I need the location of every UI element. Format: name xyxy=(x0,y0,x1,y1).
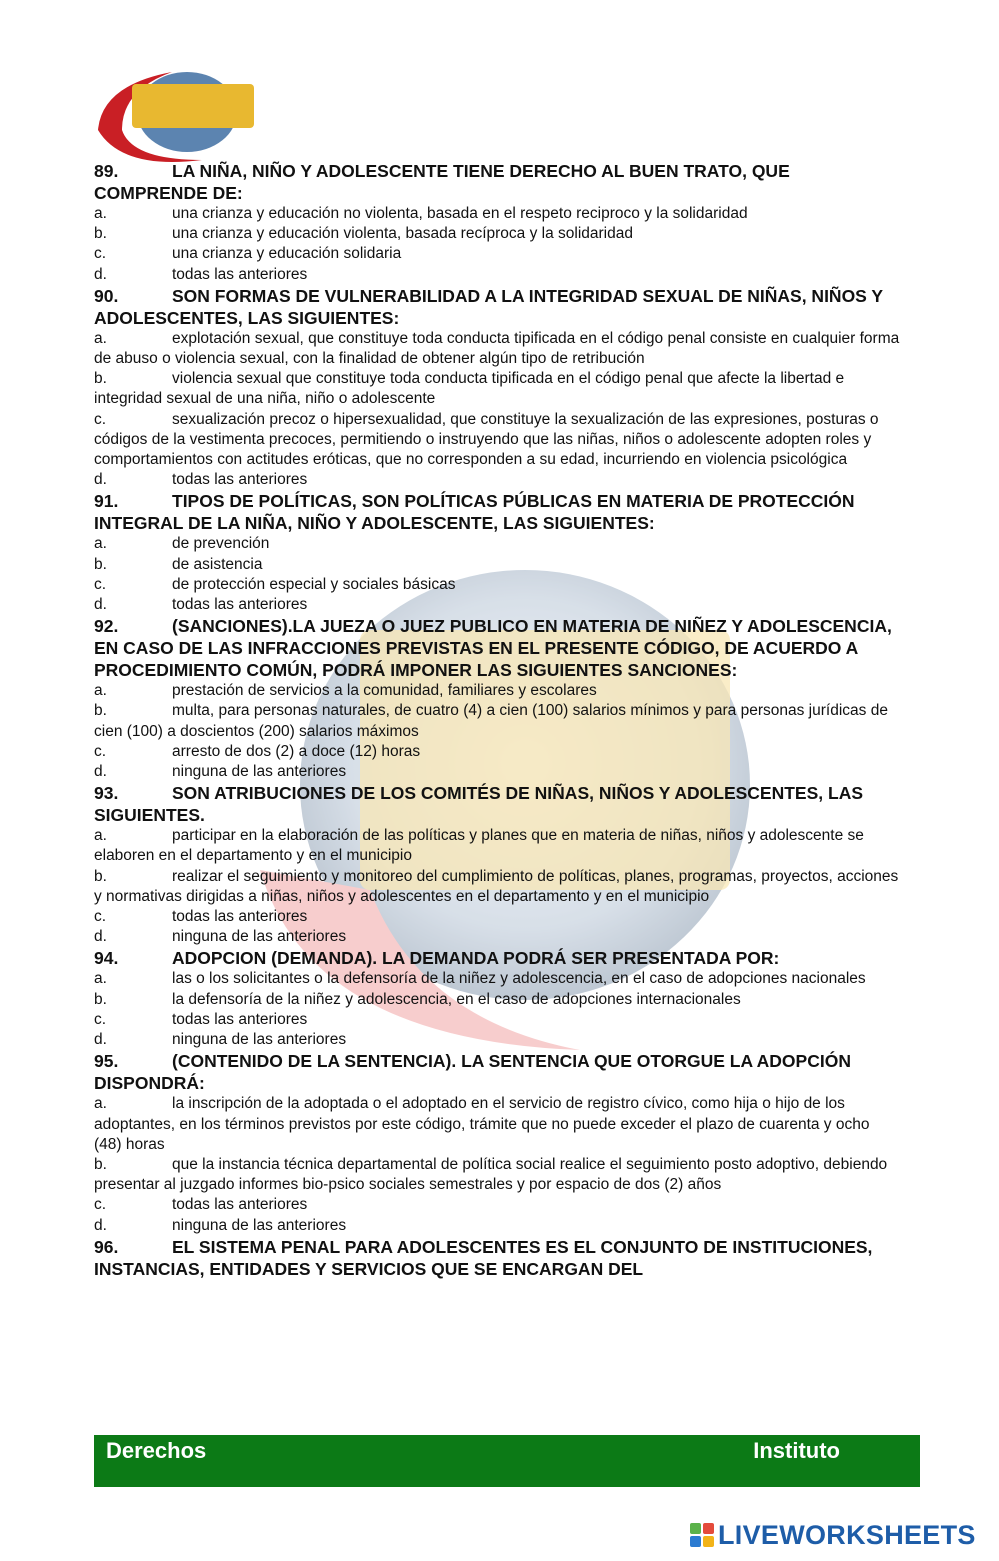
option-a[interactable] xyxy=(94,826,900,866)
option-b[interactable] xyxy=(94,701,900,741)
option-b[interactable] xyxy=(94,224,900,244)
option-text: ninguna de las anteriores xyxy=(172,763,347,781)
option-b[interactable] xyxy=(94,369,900,409)
question-text: TIPOS DE POLÍTICAS, SON POLÍTICAS PÚBLICAS EN MATERIA DE PROTECCIÓN INTEGRAL DE LA NIÑA, NIÑO Y ADOLESCENTE, LAS SIGUIENTES: xyxy=(94,491,855,534)
question-95 xyxy=(94,1050,900,1094)
option-text: prestación de servicios a la comunidad, familiares y escolares xyxy=(172,682,597,700)
option-c[interactable] xyxy=(94,742,900,762)
option-letter: d. xyxy=(94,1031,107,1049)
option-letter: b. xyxy=(94,370,107,388)
option-letter: a. xyxy=(94,535,107,553)
option-letter: c. xyxy=(94,742,107,760)
option-text: de protección especial y sociales básicas xyxy=(172,575,456,593)
question-number: 96. xyxy=(94,1236,119,1257)
option-text: todas las anteriores xyxy=(172,596,308,614)
option-d[interactable] xyxy=(94,1030,900,1050)
option-b[interactable] xyxy=(94,867,900,907)
option-d[interactable] xyxy=(94,1216,900,1236)
option-d[interactable] xyxy=(94,470,900,490)
option-text: la inscripción de la adoptada o el adoptado en el servicio de registro cívico, como hija o hijo de los adoptantes, en los términos previstos por este código, trámite que no puede exceder el plazo de cuarenta y ocho (48) horas xyxy=(94,1095,870,1153)
option-letter: b. xyxy=(94,702,107,720)
question-number: 94. xyxy=(94,948,119,969)
option-text: violencia sexual que constituye toda conducta tipificada en el código penal que afecte la libertad e integridad sexual de una niña, niño o adolescente xyxy=(94,370,845,408)
option-a[interactable] xyxy=(94,969,900,989)
question-93 xyxy=(94,782,900,826)
question-text: SON ATRIBUCIONES DE LOS COMITÉS DE NIÑAS, NIÑOS Y ADOLESCENTES, LAS SIGUIENTES. xyxy=(94,783,864,826)
option-text: ninguna de las anteriores xyxy=(172,928,347,946)
option-a[interactable] xyxy=(94,534,900,554)
question-list xyxy=(94,160,900,1280)
option-letter: d. xyxy=(94,928,107,946)
question-text: SON FORMAS DE VULNERABILIDAD A LA INTEGRIDAD SEXUAL DE NIÑAS, NIÑOS Y ADOLESCENTES, LAS SIGUIENTES: xyxy=(94,285,883,328)
question-text: EL SISTEMA PENAL PARA ADOLESCENTES ES EL CONJUNTO DE INSTITUCIONES, INSTANCIAS, ENTIDADES Y SERVICIOS QUE SE ENCARGAN DEL xyxy=(94,1236,873,1279)
option-c[interactable] xyxy=(94,1195,900,1215)
option-letter: a. xyxy=(94,827,107,845)
option-a[interactable] xyxy=(94,1094,900,1155)
option-text: sexualización precoz o hipersexualidad, que constituye la sexualización de las expresiones, posturas o códigos de la vestimenta precoces, permitiendo o instruyendo que las niñas, niños o adolescente adopten roles y comportamientos con actitudes eróticas, que no corresponden a su edad, incurriendo en violencia psicológica xyxy=(94,410,879,469)
option-text: todas las anteriores xyxy=(172,1010,308,1028)
option-text: de asistencia xyxy=(172,555,263,573)
liveworksheets-icon xyxy=(690,1523,714,1547)
option-text: realizar el seguimiento y monitoreo del cumplimiento de políticas, planes, programas, proyectos, acciones y normativas dirigidas a niñas, niños y adolescentes en el departamento y en el municipio xyxy=(94,867,899,905)
question-text: LA NIÑA, NIÑO Y ADOLESCENTE TIENE DERECHO AL BUEN TRATO, QUE COMPRENDE DE: xyxy=(94,161,790,203)
option-c[interactable] xyxy=(94,1010,900,1030)
liveworksheets-brand[interactable] xyxy=(690,1520,976,1550)
option-b[interactable] xyxy=(94,990,900,1010)
option-letter: a. xyxy=(94,1095,107,1113)
option-c[interactable] xyxy=(94,410,900,471)
option-text: multa, para personas naturales, de cuatro (4) a cien (100) salarios mínimos y para personas jurídicas de cien (100) a doscientos (200) salarios máximos xyxy=(94,702,888,740)
option-d[interactable] xyxy=(94,265,900,285)
option-b[interactable] xyxy=(94,1155,900,1195)
footer-left-text: Derechos xyxy=(106,1438,207,1463)
footer-right-text: Instituto xyxy=(753,1438,840,1463)
option-letter: a. xyxy=(94,329,107,347)
option-letter: c. xyxy=(94,908,107,926)
nibble-logo xyxy=(92,60,272,164)
option-text: todas las anteriores xyxy=(172,908,308,926)
question-96 xyxy=(94,1236,900,1280)
option-letter: c. xyxy=(94,1196,107,1214)
option-text: una crianza y educación solidaria xyxy=(172,245,402,263)
liveworksheets-text: LIVEWORKSHEETS xyxy=(718,1519,976,1550)
question-number: 91. xyxy=(94,491,119,512)
question-text: (CONTENIDO DE LA SENTENCIA). LA SENTENCIA QUE OTORGUE LA ADOPCIÓN DISPONDRÁ: xyxy=(94,1051,851,1094)
option-d[interactable] xyxy=(94,762,900,782)
question-89 xyxy=(94,160,900,204)
option-letter: a. xyxy=(94,970,107,988)
option-letter: c. xyxy=(94,575,107,593)
option-text: explotación sexual, que constituye toda conducta tipificada en el código penal consiste en cualquier forma de abuso o violencia sexual, con la finalidad de obtener algún tipo de retribución xyxy=(94,329,900,368)
option-text: ninguna de las anteriores xyxy=(172,1216,347,1234)
option-text: ninguna de las anteriores xyxy=(172,1031,347,1049)
option-letter: b. xyxy=(94,555,107,573)
option-letter: b. xyxy=(94,225,107,243)
option-text: una crianza y educación no violenta, basada en el respeto reciproco y la solidaridad xyxy=(172,205,748,222)
option-c[interactable] xyxy=(94,907,900,927)
option-letter: d. xyxy=(94,1216,107,1234)
option-d[interactable] xyxy=(94,595,900,615)
question-92 xyxy=(94,615,900,681)
option-text: todas las anteriores xyxy=(172,1196,308,1214)
option-text: de prevención xyxy=(172,535,270,553)
option-text: una crianza y educación violenta, basada recíproca y la solidaridad xyxy=(172,225,633,243)
option-letter: c. xyxy=(94,1010,107,1028)
option-a[interactable] xyxy=(94,329,900,369)
option-a[interactable] xyxy=(94,204,900,224)
option-letter: c. xyxy=(94,410,107,428)
option-letter: d. xyxy=(94,265,107,283)
question-94 xyxy=(94,947,900,969)
question-91 xyxy=(94,490,900,534)
option-letter: c. xyxy=(94,245,107,263)
question-text: ADOPCION (DEMANDA). LA DEMANDA PODRÁ SER PRESENTADA POR: xyxy=(172,948,780,969)
option-text: las o los solicitantes o la defensoría de la niñez y adolescencia, en el caso de adopciones nacionales xyxy=(172,970,866,988)
option-text: participar en la elaboración de las políticas y planes que en materia de niñas, niños y adolescente se elaboren en el departamento y en el municipio xyxy=(94,827,864,865)
option-letter: a. xyxy=(94,682,107,700)
option-letter: d. xyxy=(94,596,107,614)
option-letter: b. xyxy=(94,867,107,885)
option-letter: d. xyxy=(94,471,107,489)
footer-bar xyxy=(94,1435,920,1487)
question-number: 95. xyxy=(94,1051,119,1072)
question-number: 89. xyxy=(94,161,119,181)
question-text: (SANCIONES).LA JUEZA O JUEZ PUBLICO EN MATERIA DE NIÑEZ Y ADOLESCENCIA, EN CASO DE LAS INFRACCIONES PREVISTAS EN EL PRESENTE CÓDIGO, DE ACUERDO A PROCEDIMIENTO COMÚN, PODRÁ IMPONER LAS SIGUIENTES SANCIONES: xyxy=(94,616,892,681)
option-text: todas las anteriores xyxy=(172,265,308,283)
option-letter: d. xyxy=(94,763,107,781)
option-c[interactable] xyxy=(94,575,900,595)
option-letter: b. xyxy=(94,990,107,1008)
question-number: 93. xyxy=(94,783,119,804)
option-text: todas las anteriores xyxy=(172,471,308,489)
question-number: 90. xyxy=(94,285,119,306)
option-b[interactable] xyxy=(94,555,900,575)
option-text: arresto de dos (2) a doce (12) horas xyxy=(172,742,421,760)
option-a[interactable] xyxy=(94,681,900,701)
option-text: que la instancia técnica departamental de política social realice el seguimiento posto adoptivo, debiendo presentar al juzgado informes bio-psico sociales semestrales y por espacio de dos (2) años xyxy=(94,1155,888,1194)
option-text: la defensoría de la niñez y adolescencia, en el caso de adopciones internacionales xyxy=(172,990,741,1008)
option-d[interactable] xyxy=(94,927,900,947)
question-90 xyxy=(94,285,900,329)
question-number: 92. xyxy=(94,616,119,637)
option-letter: b. xyxy=(94,1155,107,1173)
option-letter: a. xyxy=(94,205,107,222)
option-c[interactable] xyxy=(94,244,900,264)
